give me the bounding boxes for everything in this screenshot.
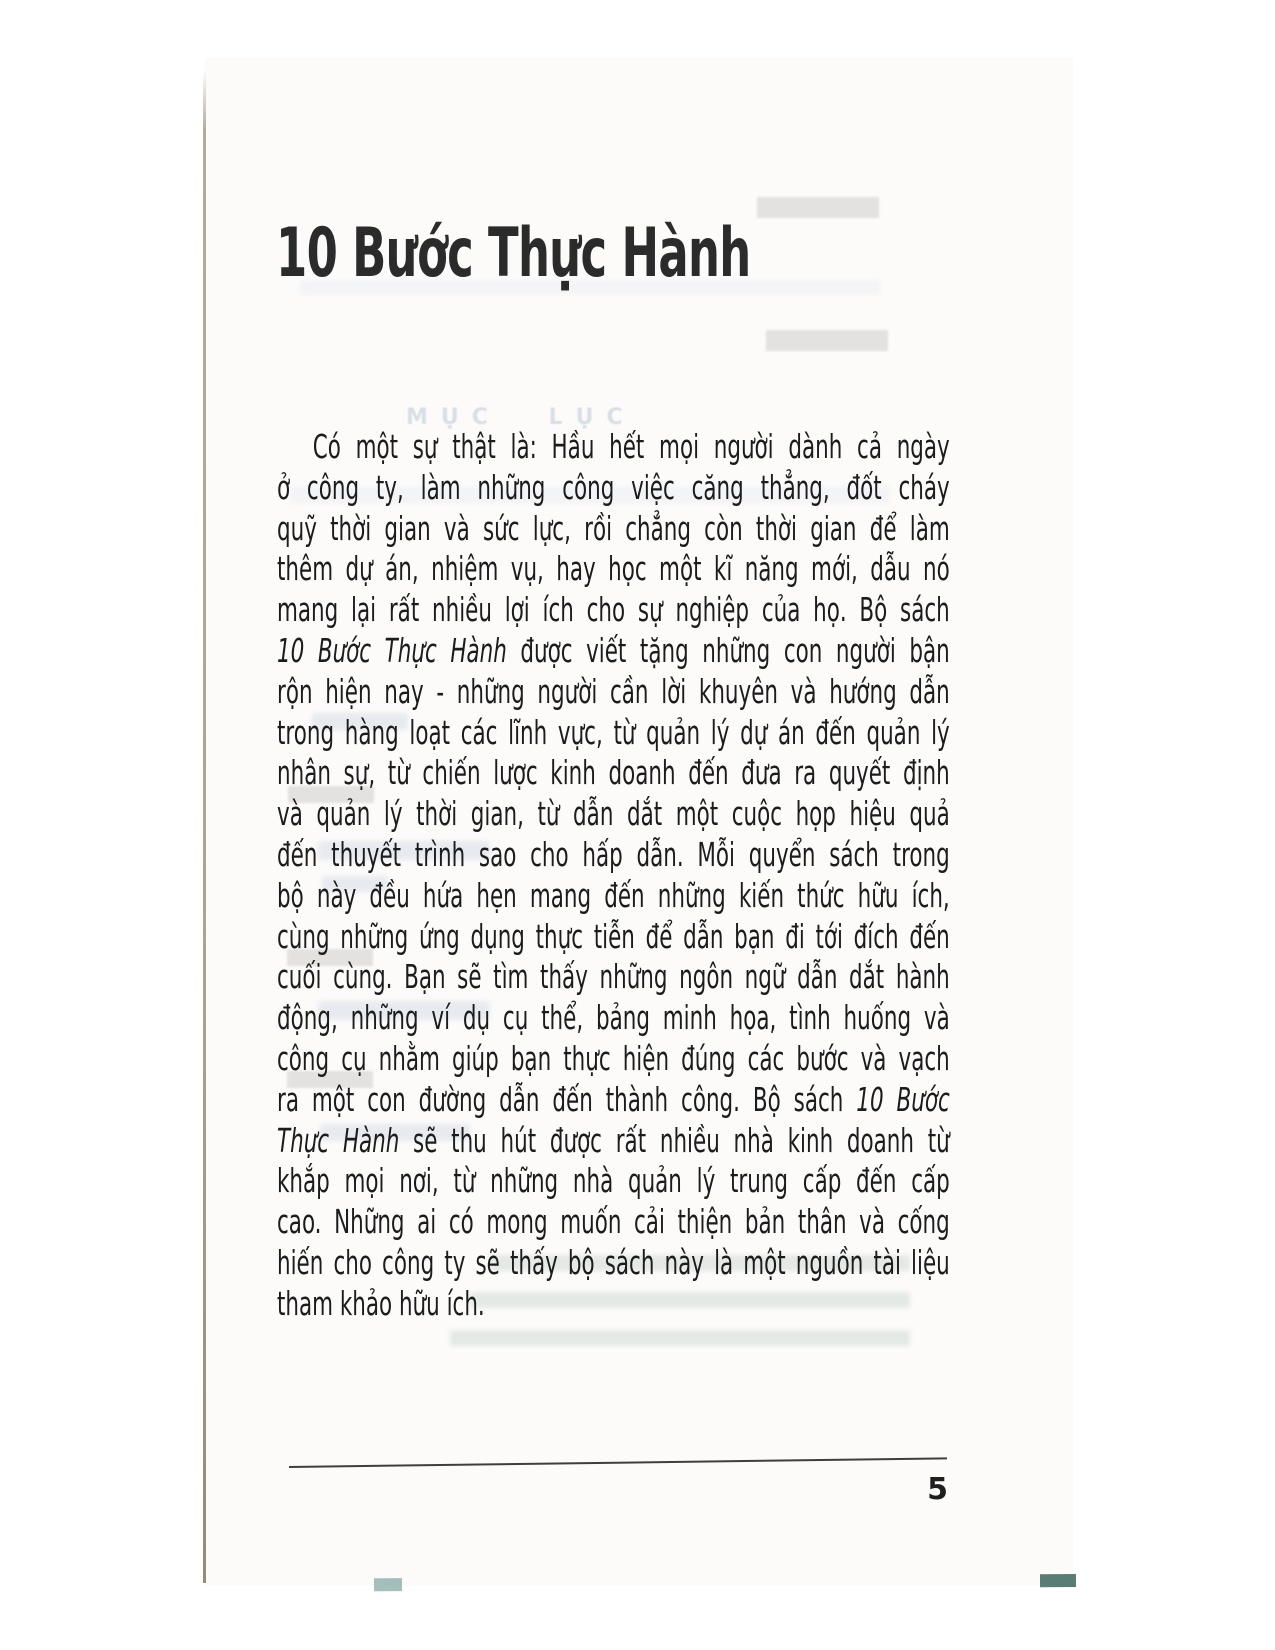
paragraph-line: nhân sự, từ chiến lược kinh doanh đến đưa ra quyết định xyxy=(277,753,950,793)
bleed-through-toc-heading: MỤC LỤC xyxy=(406,405,636,430)
page-edge-tint xyxy=(374,1578,402,1591)
paragraph-line: Thực Hành sẽ thu hút được rất nhiều nhà kinh doanh từ xyxy=(277,1120,950,1160)
paragraph-line: bộ này đều hứa hẹn mang đến những kiến thức hữu ích, xyxy=(277,875,950,915)
paragraph-line: tham khảo hữu ích. xyxy=(277,1283,485,1323)
paragraph-line: ở công ty, làm những công việc căng thẳng, đốt cháy xyxy=(277,467,950,507)
paragraph-line: hiến cho công ty sẽ thấy bộ sách này là một nguồn tài liệu xyxy=(277,1242,950,1282)
paragraph-line: Có một sự thật là: Hầu hết mọi người dành cả ngày xyxy=(312,427,950,466)
paragraph-line: khắp mọi nơi, từ những nhà quản lý trung cấp đến cấp xyxy=(277,1161,950,1201)
bleed-through-box xyxy=(757,197,879,218)
paragraph-line: công cụ nhằm giúp bạn thực hiện đúng các bước và vạch xyxy=(277,1038,950,1078)
page-edge-tint xyxy=(1040,1574,1076,1587)
paragraph-line: cùng những ứng dụng thực tiễn để dẫn bạn đi tới đích đến xyxy=(277,916,950,956)
paragraph-line: quỹ thời gian và sức lực, rồi chẳng còn thời gian để làm xyxy=(277,508,950,548)
chapter-title: 10 Bước Thực Hành xyxy=(276,214,751,293)
paragraph-line: ra một con đường dẫn đến thành công. Bộ sách 10 Bước xyxy=(277,1079,950,1119)
page-left-edge-shadow xyxy=(203,70,206,1583)
paragraph-line: cao. Những ai có mong muốn cải thiện bản thân và cống xyxy=(277,1202,950,1242)
bleed-through-text-line xyxy=(450,1330,910,1346)
paragraph-line: thêm dự án, nhiệm vụ, hay học một kĩ năng mới, dẫu nó xyxy=(277,549,950,589)
body-paragraph xyxy=(277,427,950,1325)
paragraph-line: rộn hiện nay - những người cần lời khuyên và hướng dẫn xyxy=(277,671,950,711)
page-number: 5 xyxy=(927,1472,948,1507)
paragraph-line: mang lại rất nhiều lợi ích cho sự nghiệp của họ. Bộ sách xyxy=(277,590,950,630)
paragraph-line: 10 Bước Thực Hành được viết tặng những con người bận xyxy=(277,630,950,670)
bleed-through-box xyxy=(766,330,888,351)
paragraph-line: đến thuyết trình sao cho hấp dẫn. Mỗi quyển sách trong xyxy=(277,834,950,874)
paragraph-line: cuối cùng. Bạn sẽ tìm thấy những ngôn ngữ dẫn dắt hành xyxy=(277,957,950,997)
paragraph-line: động, những ví dụ cụ thể, bảng minh họa, tình huống và xyxy=(277,998,950,1038)
paragraph-line: trong hàng loạt các lĩnh vực, từ quản lý dự án đến quản lý xyxy=(277,712,950,752)
paragraph-line: và quản lý thời gian, từ dẫn dắt một cuộc họp hiệu quả xyxy=(277,794,950,834)
